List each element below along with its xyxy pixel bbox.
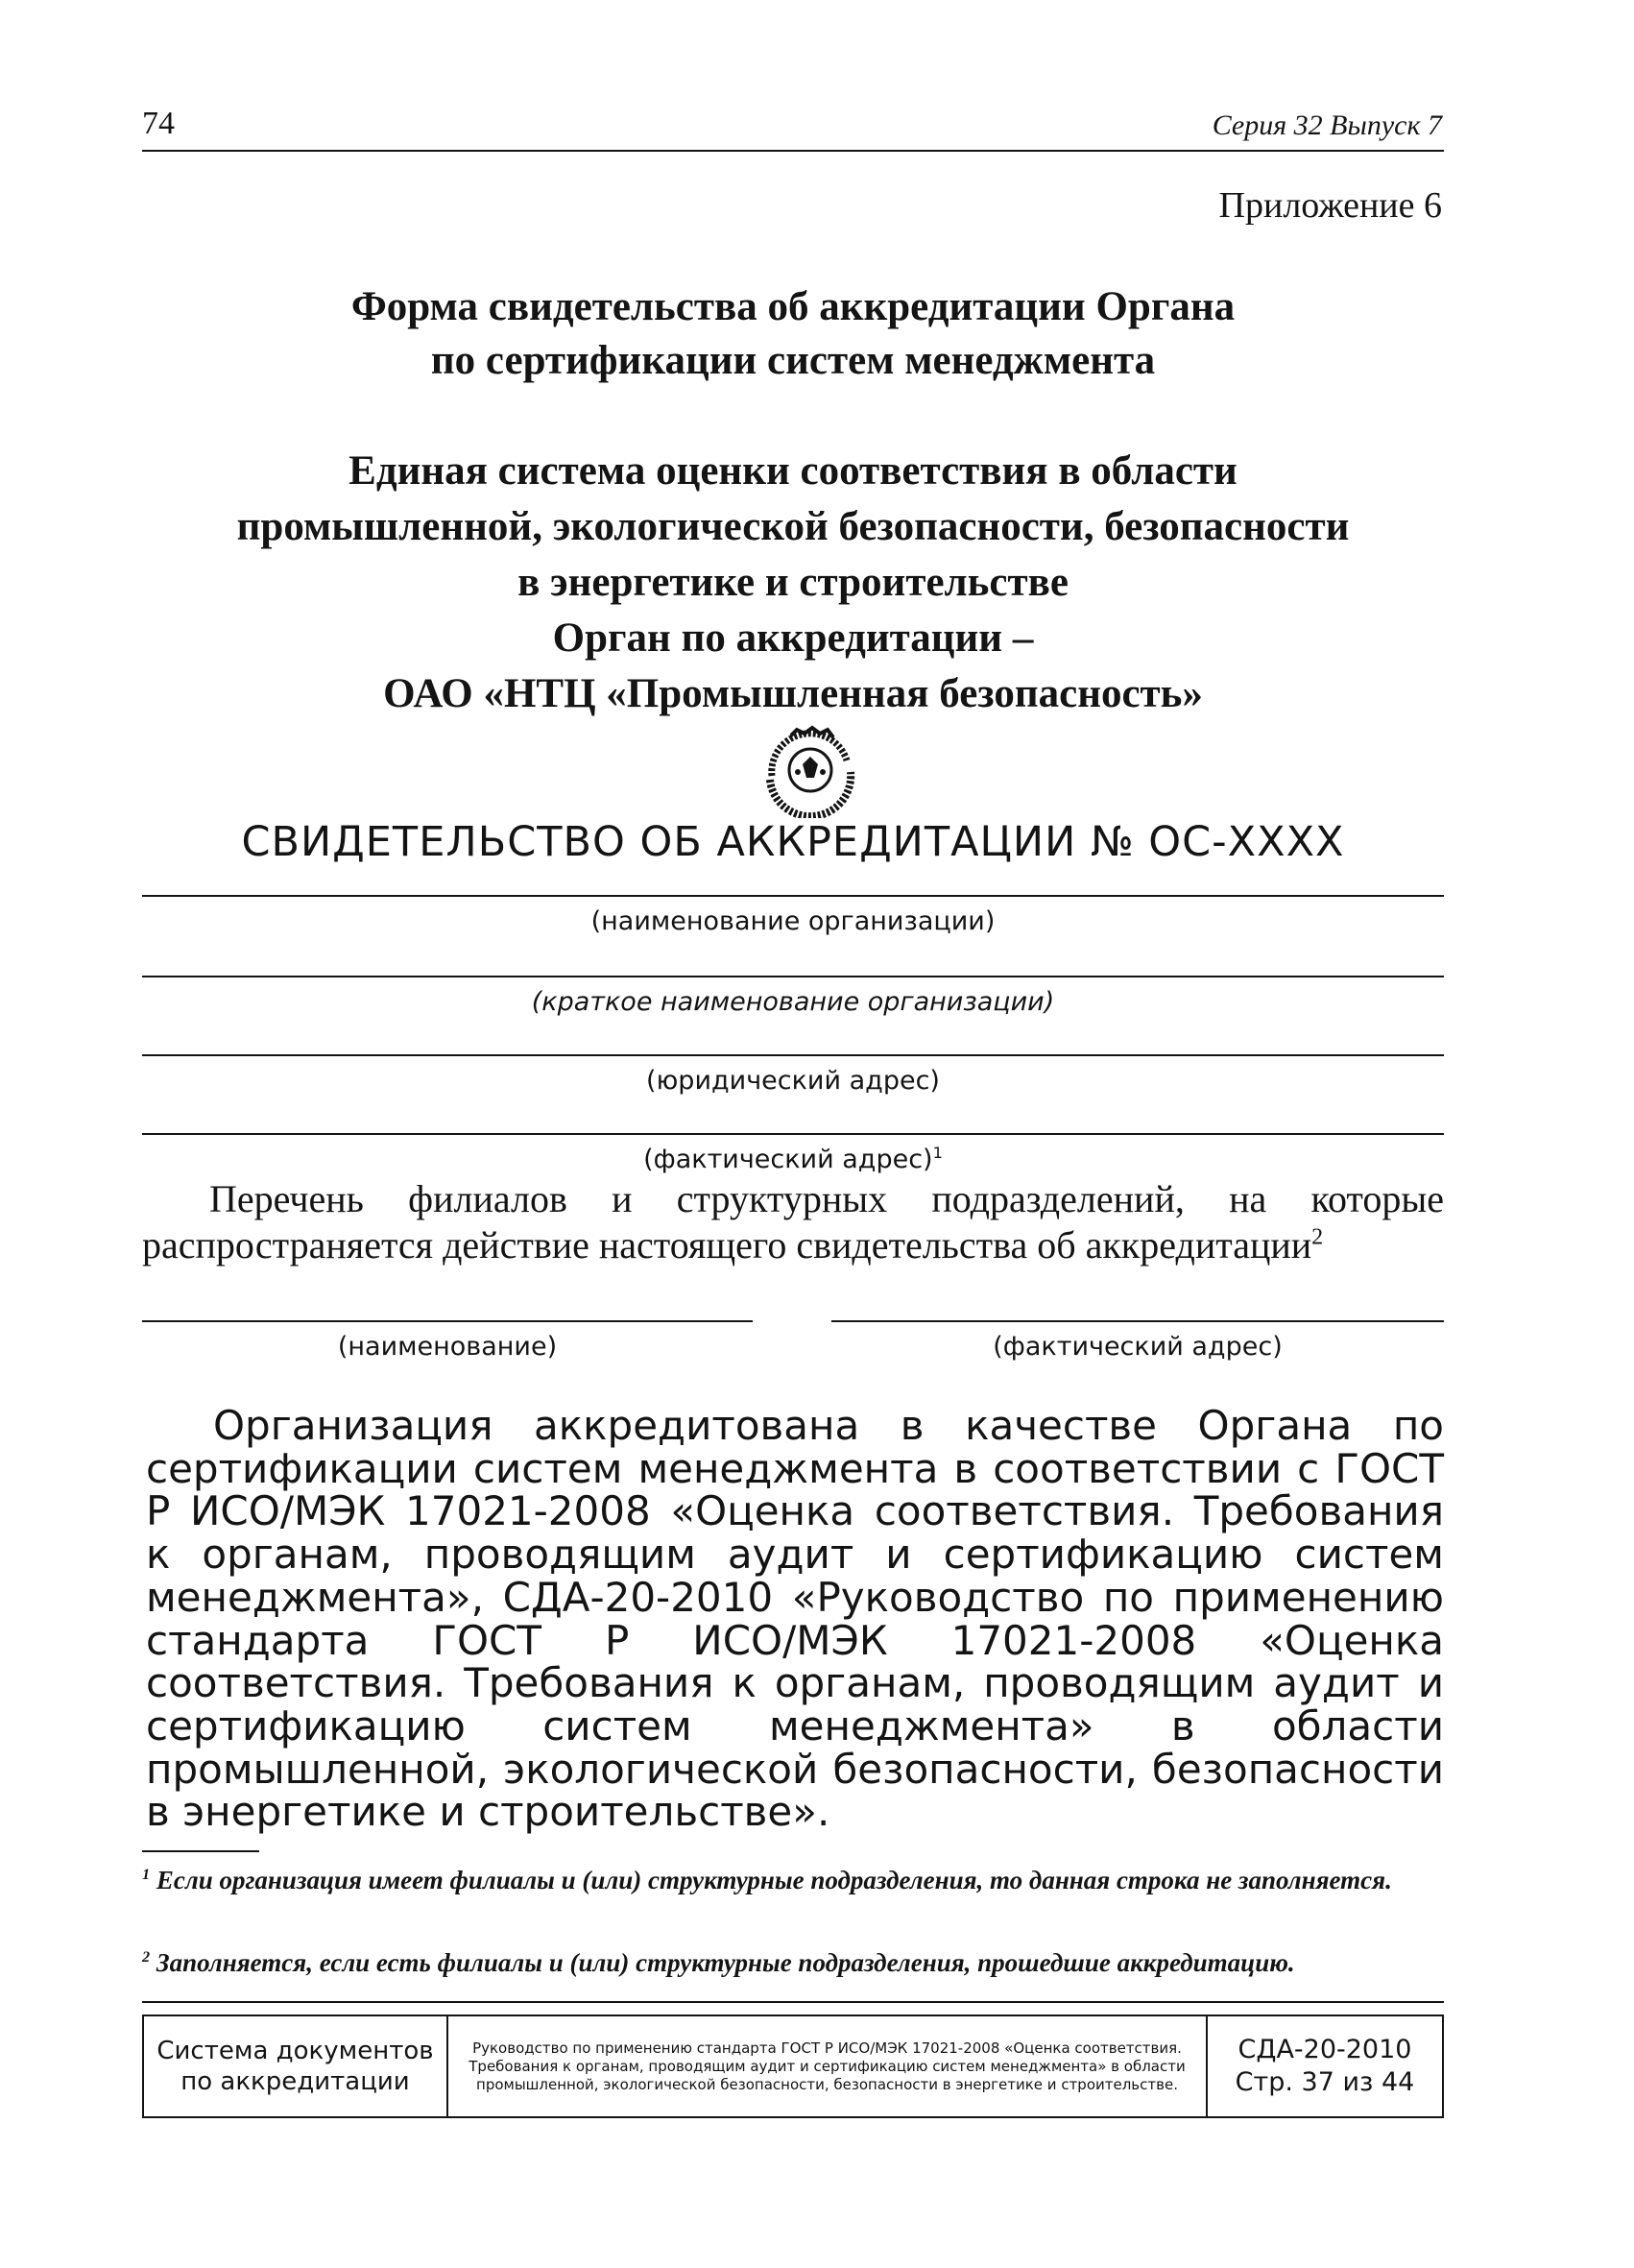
branch-address-line (831, 1320, 1444, 1322)
branch-address-caption: (фактический адрес) (993, 1332, 1283, 1362)
footnote-ref: 1 (932, 1144, 943, 1162)
org-name-caption: (наименование организации) (590, 906, 996, 936)
footer-doc-system-line: Система документов (156, 2037, 434, 2065)
footer-doc-id: СДА-20-2010 (1238, 2035, 1412, 2064)
footnote-mark: 2 (142, 1948, 151, 1966)
system-title-line: Единая система оценки соответствия в области (348, 448, 1238, 494)
footer-table (142, 2015, 1444, 2118)
certificate-heading: СВИДЕТЕЛЬСТВО ОБ АККРЕДИТАЦИИ № ОС-XXXX (241, 818, 1345, 866)
actual-address-caption (142, 1145, 1444, 1174)
appendix-label: Приложение 6 (1218, 185, 1442, 226)
footer-doc-code (1208, 2016, 1442, 2116)
form-title-line: Форма свидетельства об аккредитации Органа (350, 284, 1236, 329)
footnote-ref: 2 (1311, 1224, 1324, 1250)
actual-address-caption-text: (фактический адрес) (643, 1145, 933, 1174)
form-title-line: по сертификации систем менеджмента (430, 338, 1156, 383)
footer-doc-system (144, 2016, 448, 2116)
footer-doc-system-line: по аккредитации (180, 2067, 410, 2096)
series-label: Серия 32 Выпуск 7 (1212, 109, 1442, 141)
actual-address-line (142, 1133, 1444, 1135)
footnote-1 (142, 1863, 1444, 1897)
footer-doc-description: Руководство по применению стандарта ГОСТ Р ИСО/МЭК 17021-2008 «Оценка соответствия. Требования к органам, проводящим аудит и сертификацию систем менеджмента» в области промышленной, экологической безопасности, безопасности в энергетике и строительстве. (448, 2016, 1208, 2116)
footer-page-count: Стр. 37 из 44 (1235, 2067, 1415, 2097)
system-title-line: в энергетике и строительстве (517, 560, 1069, 605)
header-rule (142, 150, 1444, 152)
short-name-line (142, 976, 1444, 977)
org-name-line (142, 895, 1444, 897)
system-title-line: промышленной, экологической безопасности, безопасности (236, 504, 1350, 549)
system-title-line: Орган по аккредитации – (552, 615, 1034, 661)
system-title (142, 444, 1444, 722)
branch-name-caption: (наименование) (337, 1332, 558, 1362)
footnote-2 (142, 1945, 1444, 1980)
form-title (142, 280, 1444, 388)
footnote-text: Заполняется, если есть филиалы и (или) структурные подразделения, прошедшие аккредитацию. (156, 1948, 1295, 1977)
footer-rule (142, 2001, 1444, 2003)
emblem-seal-icon (755, 722, 862, 818)
legal-address-line (142, 1054, 1444, 1056)
footnote-mark: 1 (142, 1866, 151, 1883)
legal-address-caption: (юридический адрес) (646, 1066, 940, 1096)
accreditation-paragraph: Организация аккредитована в качестве Органа по сертификации систем менеджмента в соответствии с ГОСТ Р ИСО/МЭК 17021-2008 «Оценка соответствия. Требования к органам, проводящим аудит и сертификацию систем менеджмента», СДА-20-2010 «Руководство по применению стандарта ГОСТ Р ИСО/МЭК 17021-2008 «Оценка соответствия. Требования к органам, проводящим аудит и сертификацию систем менеджмента» в области промышленной, экологической безопасности, безопасности в энергетике и строительстве». (146, 1402, 1444, 1836)
branches-paragraph (142, 1176, 1444, 1268)
footnote-text: Если организация имеет филиалы и (или) структурные подразделения, то данная строка не заполняется. (156, 1866, 1392, 1894)
footnote-rule (142, 1850, 259, 1852)
short-name-caption: (краткое наименование организации) (531, 987, 1055, 1017)
system-title-line: ОАО «НТЦ «Промышленная безопасность» (383, 671, 1203, 716)
page-number: 74 (142, 106, 175, 141)
branch-name-line (142, 1320, 753, 1322)
branches-text: Перечень филиалов и структурных подразделений, на которые распространяется действие настоящего свидетельства об аккредитации (142, 1177, 1444, 1267)
